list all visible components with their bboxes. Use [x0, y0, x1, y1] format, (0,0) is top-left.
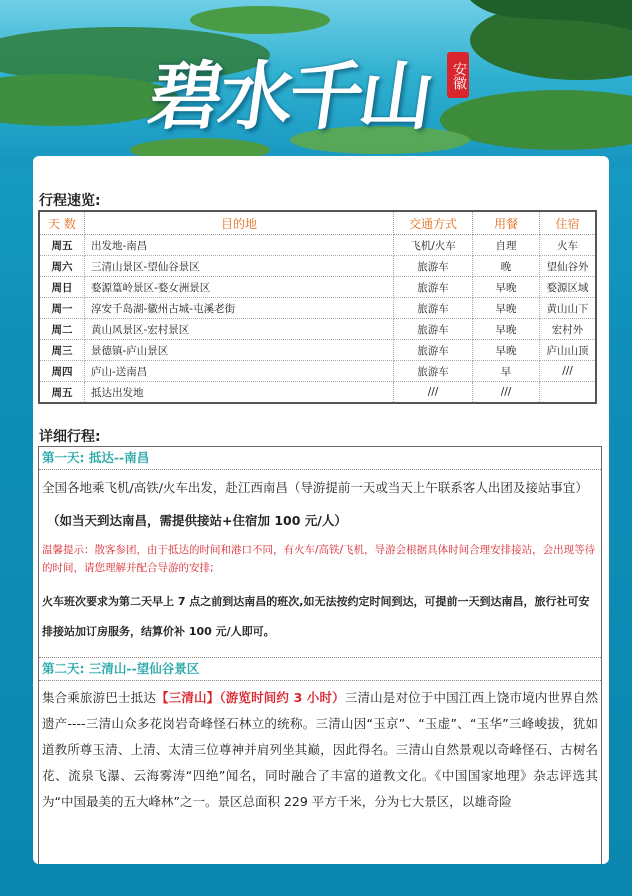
day-cell: 周二 [39, 319, 85, 340]
table-row [39, 298, 596, 319]
meals-cell: 早晚 [473, 340, 540, 361]
transport-cell: 飞机/火车 [394, 235, 473, 256]
stay-cell: 火车 [540, 235, 597, 256]
meals-cell: 早晚 [473, 298, 540, 319]
overview-table [38, 210, 597, 404]
stay-cell: 黄山山下 [540, 298, 597, 319]
day-cell: 周日 [39, 277, 85, 298]
table-row [39, 340, 596, 361]
day-cell: 周五 [39, 235, 85, 256]
route-cell: 抵达出发地 [85, 382, 394, 404]
day1-train-note: 火车班次要求为第二天早上 7 点之前到达南昌的班次,如无法按约定时间到达，可提前一天到达南昌，旅行社可安排接站加订房服务，结算价补 100 元/人即可。 [42, 595, 590, 638]
day1-tip: 温馨提示：散客参团，由于抵达的时间和港口不同，有火车/高铁/飞机，导游会根据具体时间合理安排接站，会出现等待的时间，请您理解并配合导游的安排; [42, 544, 596, 574]
day-cell: 周五 [39, 382, 85, 404]
banner-title: 碧水千山 [143, 54, 436, 140]
day-cell: 周六 [39, 256, 85, 277]
day-cell: 周三 [39, 340, 85, 361]
detail-heading: 详细行程: [39, 429, 101, 445]
route-cell: 黄山风景区-宏村景区 [85, 319, 394, 340]
stay-cell: 宏村外 [540, 319, 597, 340]
meals-cell: 自理 [473, 235, 540, 256]
route-cell: 庐山-送南昌 [85, 361, 394, 382]
transport-cell: 旅游车 [394, 277, 473, 298]
region-seal: 安徽 [447, 52, 469, 98]
detail-box [38, 446, 602, 864]
day2-lead: 集合乘旅游巴士抵达 [42, 690, 156, 705]
day-cell: 周一 [39, 298, 85, 319]
table-row [39, 277, 596, 298]
route-cell: 三清山景区-望仙谷景区 [85, 256, 394, 277]
meals-cell: /// [473, 382, 540, 404]
day2-body [39, 685, 601, 815]
stay-cell: /// [540, 361, 597, 382]
route-cell: 婺源篁岭景区-婺女洲景区 [85, 277, 394, 298]
meals-cell: 早 [473, 361, 540, 382]
col-day: 天 数 [39, 211, 85, 235]
table-header [39, 211, 596, 235]
col-destination: 目的地 [85, 211, 394, 235]
table-row [39, 361, 596, 382]
route-cell: 出发地-南昌 [85, 235, 394, 256]
transport-cell: 旅游车 [394, 319, 473, 340]
meals-cell: 早晚 [473, 319, 540, 340]
day1-title: 第一天: 抵达--南昌 [39, 447, 601, 470]
banner [0, 0, 632, 170]
day1-intro: 全国各地乘飞机/高铁/火车出发，赴江西南昌（导游提前一天或当天上午联系客人出团及接站事宜） [42, 480, 588, 495]
stay-cell: 庐山山顶 [540, 340, 597, 361]
table-row [39, 319, 596, 340]
day1-pickup-note: （如当天到达南昌，需提供接站+住宿加 100 元/人） [47, 513, 347, 528]
transport-cell: 旅游车 [394, 256, 473, 277]
stay-cell: 望仙谷外 [540, 256, 597, 277]
transport-cell: 旅游车 [394, 361, 473, 382]
itinerary-card [33, 156, 609, 864]
stay-cell: 婺源区域 [540, 277, 597, 298]
day2-description: 三清山是对位于中国江西上饶市境内世界自然遗产----三清山众多花岗岩奇峰怪石林立的统称。三清山因“玉京”、“玉虚”、“玉华”三峰峻拔，犹如道教所尊玉清、上清、太清三位尊神并肩列坐其巅，因此得名。三清山自然景观以奇峰怪石、古树名花、流泉飞瀑、云海雾涛“四绝”闻名，同时融合了丰富的道教文化。《中国国家地理》杂志评选其为“中国最美的五大峰林”之一。景区总面积 229 平方千米，分为七大景区，以雄奇险 [42, 690, 598, 809]
route-cell: 景德镇-庐山景区 [85, 340, 394, 361]
table-row [39, 382, 596, 404]
meals-cell: 早晚 [473, 277, 540, 298]
day2-highlight: 【三清山】（游览时间约 3 小时） [156, 690, 345, 705]
col-transport: 交通方式 [394, 211, 473, 235]
table-row [39, 256, 596, 277]
overview-heading: 行程速览: [39, 193, 101, 209]
transport-cell: 旅游车 [394, 340, 473, 361]
table-row [39, 235, 596, 256]
stay-cell [540, 382, 597, 404]
day-cell: 周四 [39, 361, 85, 382]
col-stay: 住宿 [540, 211, 597, 235]
day2-title: 第二天: 三清山--望仙谷景区 [39, 657, 601, 681]
transport-cell: /// [394, 382, 473, 404]
meals-cell: 晚 [473, 256, 540, 277]
transport-cell: 旅游车 [394, 298, 473, 319]
route-cell: 淳安千岛湖-徽州古城-屯溪老街 [85, 298, 394, 319]
col-meals: 用餐 [473, 211, 540, 235]
